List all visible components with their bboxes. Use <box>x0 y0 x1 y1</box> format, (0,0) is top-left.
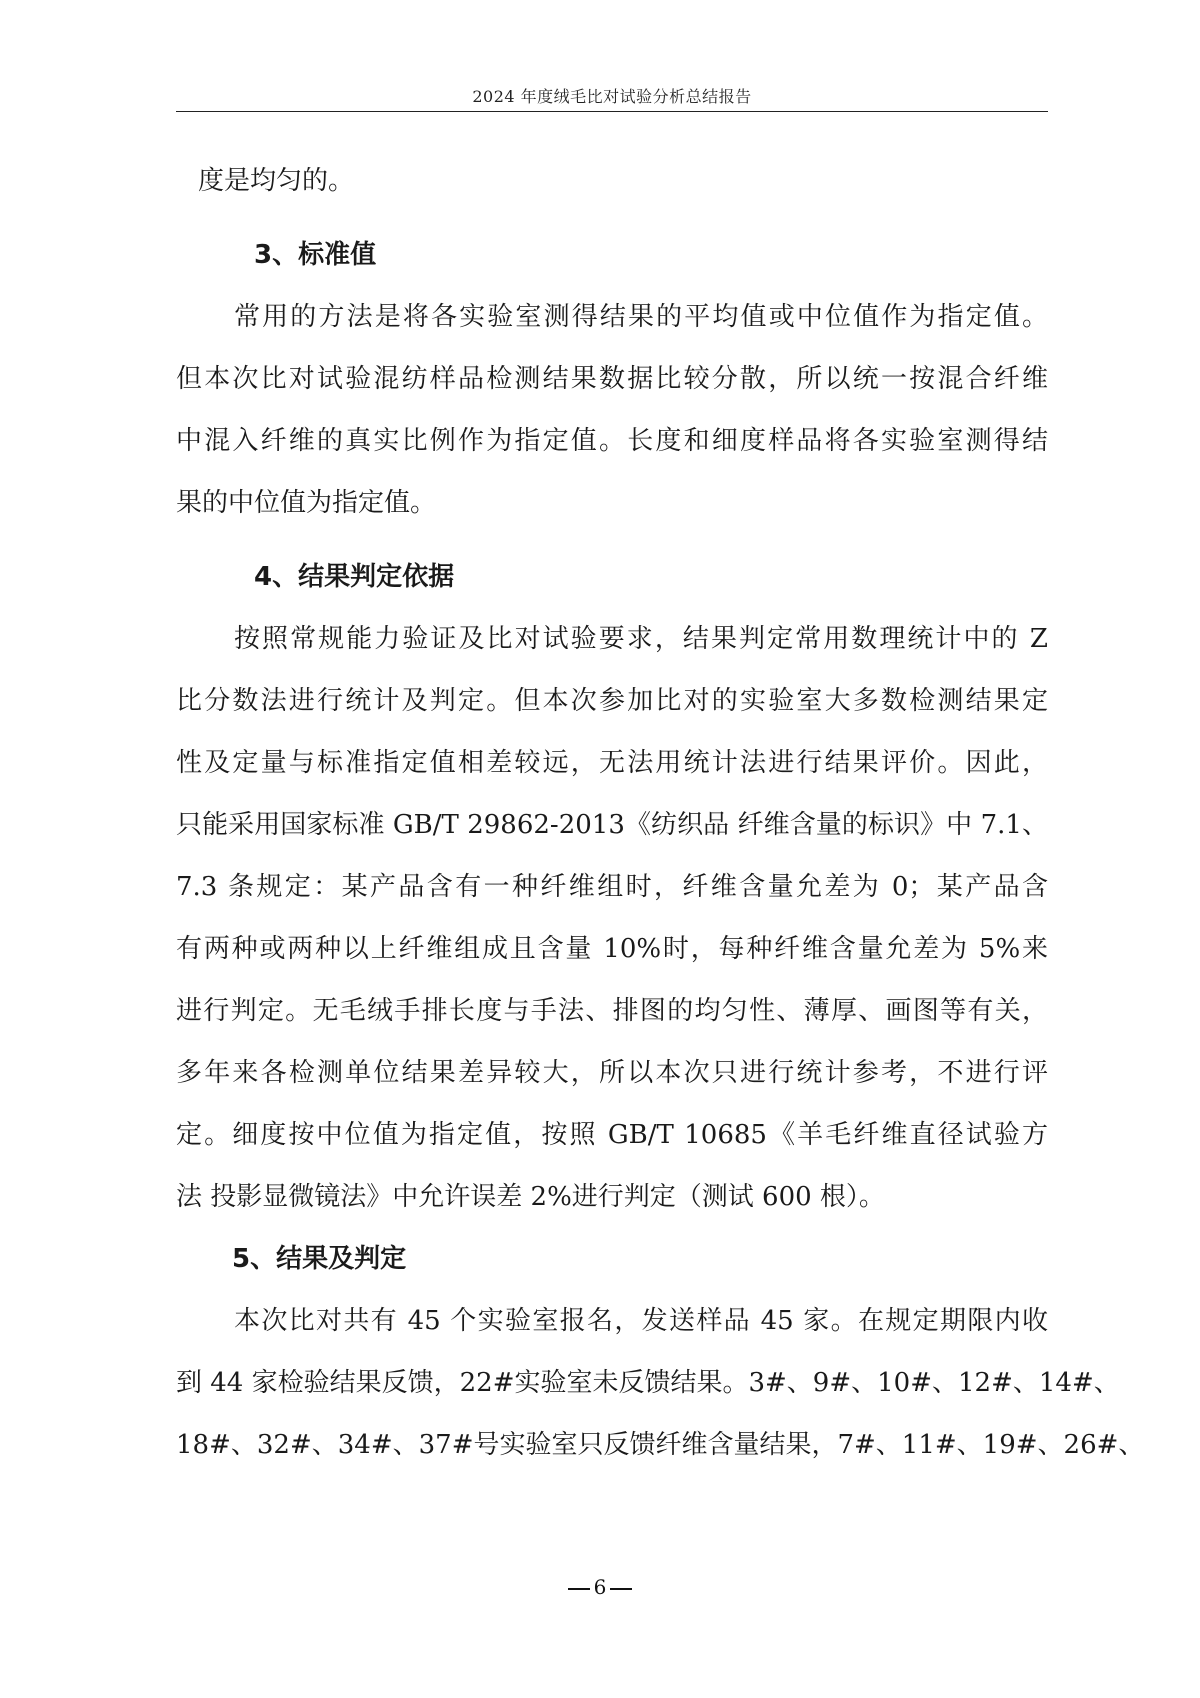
paragraph-line: 但本次比对试验混纺样品检测结果数据比较分散，所以统一按混合纤维 <box>176 364 1048 394</box>
paragraph-line: 常用的方法是将各实验室测得结果的平均值或中位值作为指定值。 <box>234 302 1048 332</box>
paragraph-line: 比分数法进行统计及判定。但本次参加比对的实验室大多数检测结果定 <box>176 686 1048 716</box>
section-5-paragraph <box>176 1290 1145 1476</box>
paragraph-line: 定。细度按中位值为指定值，按照 GB/T 10685《羊毛纤维直径试验方 <box>176 1120 1048 1150</box>
section-4-paragraph <box>176 608 1048 1228</box>
paragraph-line: 性及定量与标准指定值相差较远，无法用统计法进行结果评价。因此， <box>176 748 1048 778</box>
paragraph-line: 只能采用国家标准 GB/T 29862-2013《纺织品 纤维含量的标识》中 7.1、 <box>176 810 1048 840</box>
page-number-value: 6 <box>593 1575 607 1599</box>
paragraph-line: 有两种或两种以上纤维组成且含量 10%时，每种纤维含量允差为 5%来 <box>176 934 1048 964</box>
running-header: 2024 年度绒毛比对试验分析总结报告 <box>472 87 752 106</box>
paragraph-line: 多年来各检测单位结果差异较大，所以本次只进行统计参考，不进行评 <box>176 1058 1048 1088</box>
paragraph-line: 到 44 家检验结果反馈，22#实验室未反馈结果。3#、9#、10#、12#、14#、 <box>176 1368 1120 1398</box>
paragraph-line: 进行判定。无毛绒手排长度与手法、排图的均匀性、薄厚、画图等有关， <box>176 996 1048 1026</box>
paragraph-line: 法 投影显微镜法》中允许误差 2%进行判定（测试 600 根）。 <box>176 1182 885 1212</box>
paragraph-line: 本次比对共有 45 个实验室报名，发送样品 45 家。在规定期限内收 <box>234 1306 1048 1336</box>
dash-right <box>610 1588 632 1590</box>
paragraph-line: 18#、32#、34#、37#号实验室只反馈纤维含量结果，7#、11#、19#、26#、 <box>176 1430 1145 1460</box>
paragraph-line: 中混入纤维的真实比例作为指定值。长度和细度样品将各实验室测得结 <box>176 426 1048 456</box>
page-body <box>176 150 1145 1476</box>
paragraph-line: 果的中位值为指定值。 <box>176 488 437 518</box>
section-3-paragraph <box>176 286 1048 534</box>
section-5-heading: 5、结果及判定 <box>232 1244 407 1274</box>
paragraph-line: 按照常规能力验证及比对试验要求，结果判定常用数理统计中的 Z <box>234 624 1048 654</box>
page-number <box>0 1575 1200 1599</box>
header-rule <box>176 111 1048 112</box>
dash-left <box>568 1588 590 1590</box>
paragraph-line: 7.3 条规定：某产品含有一种纤维组时，纤维含量允差为 0；某产品含 <box>176 872 1048 902</box>
continuation-line: 度是均匀的。 <box>198 166 355 196</box>
section-3-heading: 3、标准值 <box>254 240 377 270</box>
section-4-heading: 4、结果判定依据 <box>254 562 455 592</box>
